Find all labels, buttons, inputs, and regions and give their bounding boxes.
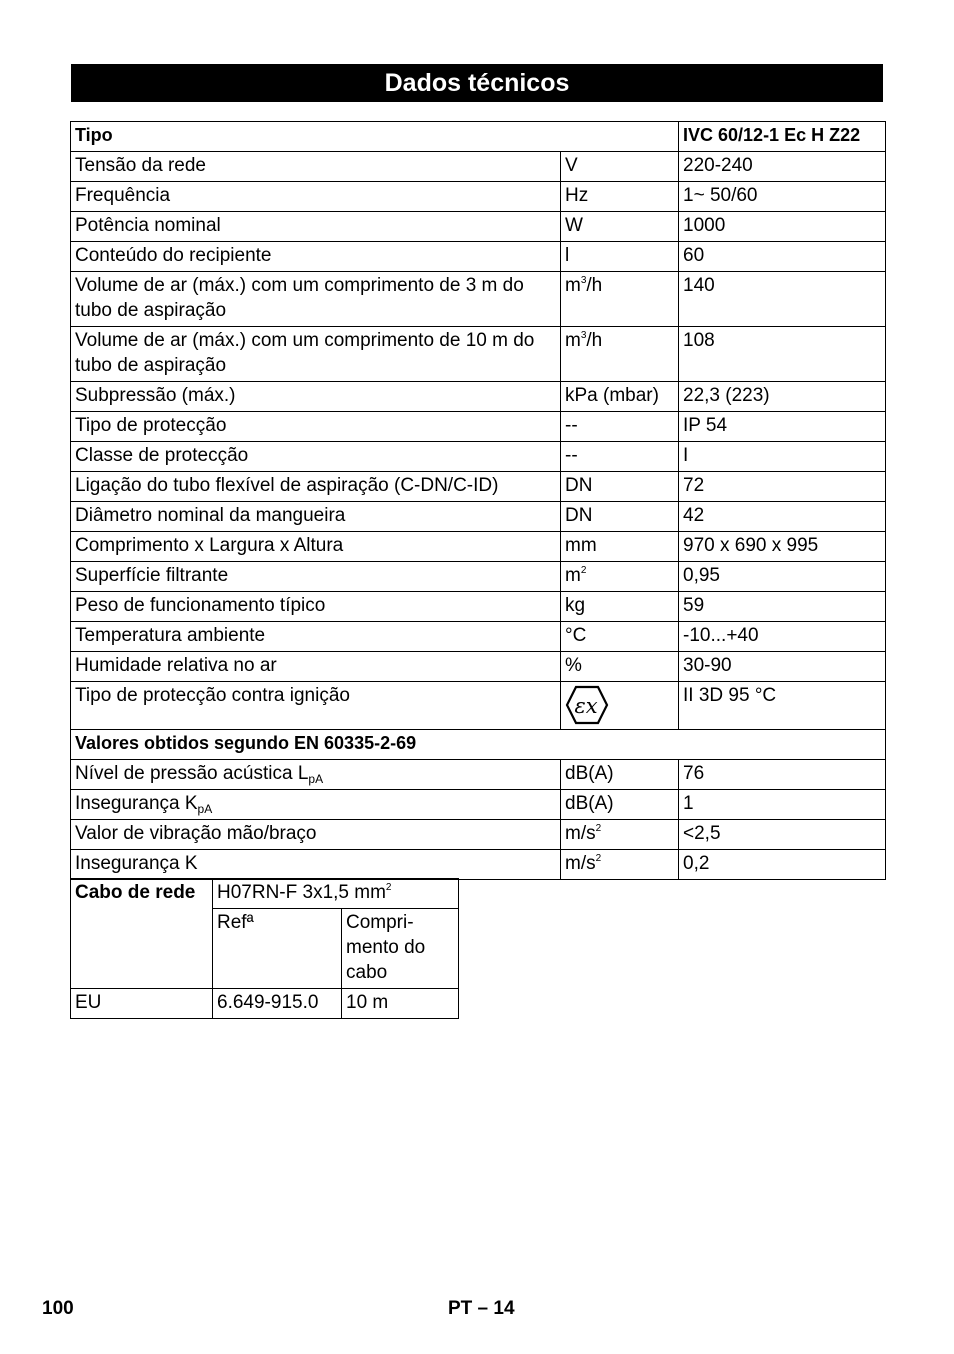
row-value: 72 bbox=[679, 472, 886, 502]
cable-region: EU bbox=[71, 989, 213, 1019]
table-row bbox=[71, 152, 886, 182]
row-value: 30-90 bbox=[679, 652, 886, 682]
row-unit: % bbox=[561, 652, 679, 682]
cable-type: H07RN-F 3x1,5 $mm^2$ bbox=[213, 879, 459, 909]
row-unit: $m/s^2$ bbox=[561, 850, 679, 880]
row-label: Valor de vibração mão/braço bbox=[71, 820, 561, 850]
row-unit: l bbox=[561, 242, 679, 272]
section-row bbox=[71, 730, 886, 760]
svg-text:εx: εx bbox=[574, 694, 598, 718]
row-unit: V bbox=[561, 152, 679, 182]
table-row bbox=[71, 242, 886, 272]
row-value: <2,5 bbox=[679, 820, 886, 850]
row-label: Peso de funcionamento típico bbox=[71, 592, 561, 622]
table-row bbox=[71, 592, 886, 622]
ex-explosion-protection-icon bbox=[565, 685, 609, 725]
row-unit: $m^3/h$ bbox=[561, 272, 679, 327]
row-unit: mm bbox=[561, 532, 679, 562]
row-label: Nível de pressão acústica $L_{pA}$ bbox=[71, 760, 561, 790]
table-row bbox=[71, 760, 886, 790]
row-value: 0,95 bbox=[679, 562, 886, 592]
row-value: II 3D 95 °C bbox=[679, 682, 886, 730]
row-label: Insegurança $K_{pA}$ bbox=[71, 790, 561, 820]
row-value: -10...+40 bbox=[679, 622, 886, 652]
section-page-label: PT – 14 bbox=[448, 1298, 515, 1319]
cable-label: Cabo de rede bbox=[71, 879, 213, 989]
row-label: Conteúdo do recipiente bbox=[71, 242, 561, 272]
table-row bbox=[71, 212, 886, 242]
page-title: Dados técnicos bbox=[71, 64, 883, 102]
table-row bbox=[71, 850, 886, 880]
page-number: 100 bbox=[42, 1298, 74, 1319]
table-row bbox=[71, 562, 886, 592]
row-value: 60 bbox=[679, 242, 886, 272]
row-unit: °C bbox=[561, 622, 679, 652]
row-unit: DN bbox=[561, 472, 679, 502]
table-row bbox=[71, 502, 886, 532]
row-value: 76 bbox=[679, 760, 886, 790]
table-row bbox=[71, 412, 886, 442]
cable-ref: 6.649-915.0 bbox=[213, 989, 342, 1019]
row-label: Tipo de protecção contra ignição bbox=[71, 682, 561, 730]
row-value: 1 bbox=[679, 790, 886, 820]
row-label: Frequência bbox=[71, 182, 561, 212]
row-unit: -- bbox=[561, 442, 679, 472]
row-label: Humidade relativa no ar bbox=[71, 652, 561, 682]
table-row bbox=[71, 790, 886, 820]
row-value: 59 bbox=[679, 592, 886, 622]
model-header: IVC 60/12-1 Ec H Z22 bbox=[679, 122, 886, 152]
row-label: Classe de protecção bbox=[71, 442, 561, 472]
row-label: Superfície filtrante bbox=[71, 562, 561, 592]
cable-header-row bbox=[71, 879, 459, 909]
ref-label: Refª bbox=[213, 909, 342, 989]
row-label: Volume de ar (máx.) com um comprimento de 10 m do tubo de aspiração bbox=[71, 327, 561, 382]
row-unit: $m^2$ bbox=[561, 562, 679, 592]
row-value: 0,2 bbox=[679, 850, 886, 880]
row-unit: DN bbox=[561, 502, 679, 532]
table-row bbox=[71, 272, 886, 327]
row-label: Potência nominal bbox=[71, 212, 561, 242]
cable-length: 10 m bbox=[342, 989, 459, 1019]
row-unit: $m/s^2$ bbox=[561, 820, 679, 850]
row-value: I bbox=[679, 442, 886, 472]
row-unit: dB(A) bbox=[561, 760, 679, 790]
row-unit: Hz bbox=[561, 182, 679, 212]
power-cable-table bbox=[70, 878, 459, 1019]
table-row bbox=[71, 622, 886, 652]
row-unit: dB(A) bbox=[561, 790, 679, 820]
row-unit: kPa (mbar) bbox=[561, 382, 679, 412]
table-row bbox=[71, 652, 886, 682]
technical-data-table bbox=[70, 121, 886, 880]
row-label: Tensão da rede bbox=[71, 152, 561, 182]
row-label: Volume de ar (máx.) com um comprimento de 3 m do tubo de aspiração bbox=[71, 272, 561, 327]
table-row bbox=[71, 182, 886, 212]
row-value: 1000 bbox=[679, 212, 886, 242]
row-value: 108 bbox=[679, 327, 886, 382]
row-value: 970 x 690 x 995 bbox=[679, 532, 886, 562]
table-header-row bbox=[71, 122, 886, 152]
section-heading: Valores obtidos segundo EN 60335-2-69 bbox=[71, 730, 886, 760]
row-unit bbox=[561, 682, 679, 730]
row-label: Insegurança K bbox=[71, 850, 561, 880]
row-unit: $m^3/h$ bbox=[561, 327, 679, 382]
row-unit: kg bbox=[561, 592, 679, 622]
table-row bbox=[71, 682, 886, 730]
row-value: 22,3 (223) bbox=[679, 382, 886, 412]
row-unit: -- bbox=[561, 412, 679, 442]
row-value: 140 bbox=[679, 272, 886, 327]
row-label: Tipo de protecção bbox=[71, 412, 561, 442]
row-unit: W bbox=[561, 212, 679, 242]
row-value: 1~ 50/60 bbox=[679, 182, 886, 212]
row-label: Comprimento x Largura x Altura bbox=[71, 532, 561, 562]
row-label: Diâmetro nominal da mangueira bbox=[71, 502, 561, 532]
length-label: Compri- mento do cabo bbox=[342, 909, 459, 989]
row-value: 42 bbox=[679, 502, 886, 532]
row-label: Subpressão (máx.) bbox=[71, 382, 561, 412]
row-label: Temperatura ambiente bbox=[71, 622, 561, 652]
row-value: IP 54 bbox=[679, 412, 886, 442]
type-header-label: Tipo bbox=[71, 122, 679, 152]
row-label: Ligação do tubo flexível de aspiração (C-DN/C-ID) bbox=[71, 472, 561, 502]
table-row bbox=[71, 382, 886, 412]
table-row bbox=[71, 472, 886, 502]
table-row bbox=[71, 327, 886, 382]
table-row bbox=[71, 989, 459, 1019]
table-row bbox=[71, 442, 886, 472]
row-value: 220-240 bbox=[679, 152, 886, 182]
table-row bbox=[71, 820, 886, 850]
table-row bbox=[71, 532, 886, 562]
